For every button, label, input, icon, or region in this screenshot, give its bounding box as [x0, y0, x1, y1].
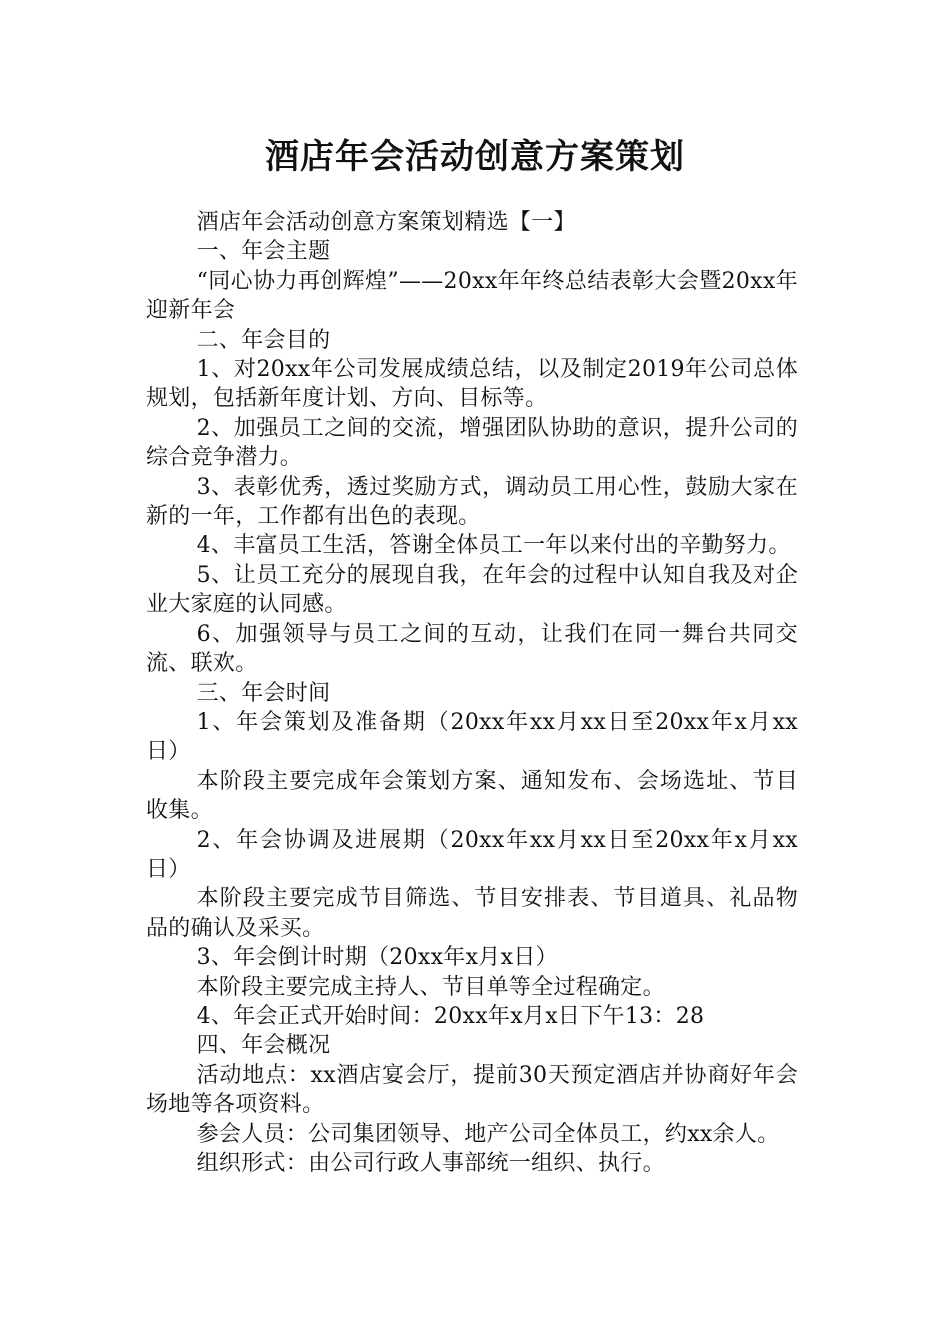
- paragraph: 5、让员工充分的展现自我，在年会的过程中认知自我及对企业大家庭的认同感。: [146, 562, 798, 618]
- paragraph: 2、加强员工之间的交流，增强团队协助的意识，提升公司的综合竞争潜力。: [146, 415, 798, 471]
- section-heading: 一、年会主题: [196, 239, 331, 265]
- paragraph: 3、表彰优秀，透过奖励方式，调动员工用心性，鼓励大家在新的一年，工作都有出色的表现。: [146, 474, 798, 530]
- paragraph: 1、年会策划及准备期（20xx年xx月xx日至20xx年x月xx日）: [146, 709, 798, 765]
- paragraph: 酒店年会活动创意方案策划精选【一】: [196, 210, 576, 235]
- paragraph: 1、对20xx年公司发展成绩总结，以及制定2019年公司总体规划，包括新年度计划、方向、目标等。: [146, 357, 798, 412]
- section-heading: 四、年会概况: [196, 1033, 331, 1059]
- paragraph: 3、年会倒计时期（20xx年x月x日）: [196, 945, 558, 971]
- paragraph: 参会人员：公司集团领导、地产公司全体员工，约xx余人。: [196, 1121, 780, 1147]
- paragraph: 本阶段主要完成主持人、节目单等全过程确定。: [196, 974, 665, 1000]
- paragraph: 本阶段主要完成节目筛选、节目安排表、节目道具、礼品物品的确认及采买。: [146, 886, 798, 941]
- section-heading: 三、年会时间: [196, 680, 331, 706]
- paragraph: 活动地点：xx酒店宴会厅，提前30天预定酒店并协商好年会场地等各项资料。: [146, 1062, 798, 1118]
- section-heading: 二、年会目的: [196, 327, 331, 353]
- paragraph: 2、年会协调及进展期（20xx年xx月xx日至20xx年x月xx日）: [146, 827, 798, 882]
- paragraph: 组织形式：由公司行政人事部统一组织、执行。: [196, 1151, 665, 1176]
- document-body: [146, 208, 798, 1178]
- paragraph: 6、加强领导与员工之间的互动，让我们在同一舞台共同交流、联欢。: [146, 621, 798, 677]
- document-title: 酒店年会活动创意方案策划: [265, 137, 685, 177]
- paragraph: “同心协力再创辉煌”——20xx年年终总结表彰大会暨20xx年迎新年会: [146, 268, 798, 324]
- paragraph: 本阶段主要完成年会策划方案、通知发布、会场选址、节目收集。: [146, 768, 798, 824]
- paragraph: 4、丰富员工生活，答谢全体员工一年以来付出的辛勤努力。: [196, 533, 791, 559]
- paragraph: 4、年会正式开始时间：20xx年x月x日下午13：28: [196, 1003, 705, 1029]
